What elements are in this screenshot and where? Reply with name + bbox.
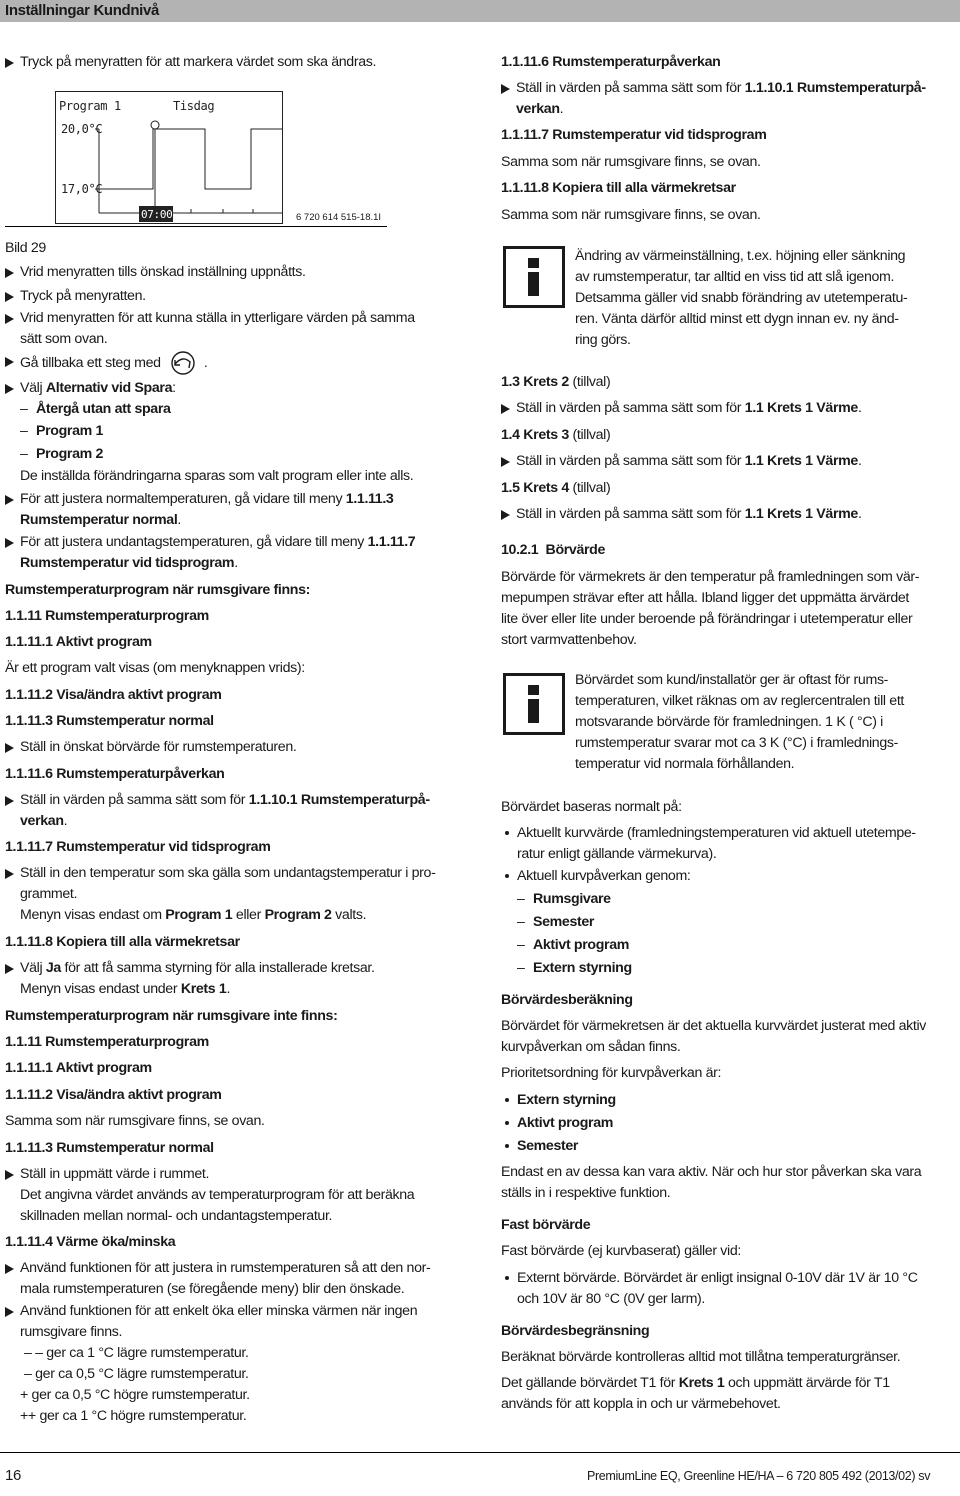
page-number: 16 — [5, 1467, 21, 1484]
step-text: Rumstemperatur normal. — [20, 512, 182, 528]
document-reference: PremiumLine EQ, Greenline HE/HA – 6 720 805 492 (2013/02) sv — [587, 1469, 931, 1483]
lcd-display-figure — [55, 91, 283, 224]
bullet-dot-icon — [505, 1121, 509, 1125]
bullet-arrow-icon — [5, 495, 14, 505]
bullet-arrow-icon — [5, 384, 14, 394]
bullet-arrow-icon — [501, 84, 510, 94]
list-dash: – — [517, 937, 525, 953]
bullet-dot-icon — [505, 831, 509, 835]
step-text: grammet. — [20, 886, 78, 902]
bullet-arrow-icon — [5, 1170, 14, 1180]
step-text: rumsgivare finns. — [20, 1324, 123, 1340]
adjust-item: – – ger ca 1 °C lägre rumstemperatur. — [24, 1345, 249, 1361]
step-text: Tryck på menyratten för att markera värdet som ska ändras. — [20, 54, 377, 70]
figure-code: 6 720 614 515-18.1I — [296, 212, 382, 223]
bullet-arrow-icon — [5, 314, 14, 324]
page-title: Inställningar Kundnivå — [5, 2, 159, 19]
step-text: mala rumstemperaturen (se föregående meny) blir den önskade. — [20, 1281, 405, 1297]
bullet-arrow-icon — [5, 1307, 14, 1317]
list-item: Externt börvärde. Börvärdet är enligt insignal 0-10V där 1V är 10 °C — [517, 1270, 918, 1286]
step-text: Ställ in värden på samma sätt som för 1.1 Krets 1 Värme. — [516, 453, 862, 469]
paragraph: Det gällande börvärdet T1 för Krets 1 och uppmätt ärvärde för T1 — [501, 1375, 890, 1391]
note-line: Börvärdet som kund/installatör ger är oftast för rums- — [575, 672, 889, 688]
step-text: Ställ in värden på samma sätt som för 1.1 Krets 1 Värme. — [516, 400, 862, 416]
bullet-dot-icon — [505, 1276, 509, 1280]
menu-heading: 1.1.11.1 Aktivt program — [5, 1060, 152, 1076]
menu-heading: 1.1.11.8 Kopiera till alla värmekretsar — [5, 934, 240, 950]
bullet-arrow-icon — [5, 538, 14, 548]
paragraph: Börvärdet baseras normalt på: — [501, 799, 682, 815]
paragraph: används för att koppla in och ur värmebehovet. — [501, 1396, 781, 1412]
step-text: Menyn visas endast om Program 1 eller Program 2 valts. — [20, 907, 367, 923]
paragraph: Prioritetsordning för kurvpåverkan är: — [501, 1065, 722, 1081]
bullet-arrow-icon — [5, 58, 14, 68]
step-text: För att justera undantagstemperaturen, gå vidare till meny 1.1.11.7 — [20, 534, 416, 550]
note-line: Ändring av värmeinställning, t.ex. höjning eller sänkning — [575, 248, 906, 264]
step-text: För att justera normaltemperaturen, gå vidare till meny 1.1.11.3 — [20, 491, 394, 507]
bullet-arrow-icon — [5, 964, 14, 974]
bullet-dot-icon — [505, 1098, 509, 1102]
menu-heading: 1.1.11.3 Rumstemperatur normal — [5, 713, 214, 729]
step-text: Ställ in önskat börvärde för rumstemperaturen. — [20, 739, 297, 755]
menu-heading: 1.4 Krets 3 (tillval) — [501, 427, 611, 443]
menu-heading: 1.1.11.6 Rumstemperaturpåverkan — [5, 766, 225, 782]
step-text: Använd funktionen för att enkelt öka eller minska värmen när ingen — [20, 1303, 418, 1319]
step-text: sätt som ovan. — [20, 331, 108, 347]
paragraph: kurvpåverkan om sådan finns. — [501, 1039, 681, 1055]
list-item: Semester — [533, 914, 595, 930]
list-dash: – — [517, 891, 525, 907]
bullet-arrow-icon — [5, 1264, 14, 1274]
step-text: Vrid menyratten tills önskad inställning uppnåtts. — [20, 264, 306, 280]
note-line: temperaturen, vilket räknas om av reglercentralen till ett — [575, 693, 905, 709]
subsection-heading: Börvärdesberäkning — [501, 992, 633, 1008]
bullet-arrow-icon — [5, 357, 14, 367]
list-item: Aktuell kurvpåverkan genom: — [517, 868, 691, 884]
note-line: ring görs. — [575, 332, 631, 348]
adjust-item: + ger ca 0,5 °C högre rumstemperatur. — [20, 1387, 250, 1403]
lcd-time: 07:00 — [141, 208, 173, 221]
adjust-item: – ger ca 0,5 °C lägre rumstemperatur. — [24, 1366, 249, 1382]
menu-heading: 1.1.11.7 Rumstemperatur vid tidsprogram — [501, 127, 767, 143]
bullet-arrow-icon — [5, 869, 14, 879]
step-text: Välj Ja för att få samma styrning för alla installerade kretsar. — [20, 960, 375, 976]
menu-heading: 1.1.11.2 Visa/ändra aktivt program — [5, 687, 222, 703]
paragraph: Endast en av dessa kan vara aktiv. När och hur stor påverkan ska vara — [501, 1164, 922, 1180]
note-line: ren. Vänta därför alltid minst ett dygn innan ev. ny änd- — [575, 311, 899, 327]
list-item: Semester — [517, 1138, 579, 1154]
step-text: Ställ in värden på samma sätt som för 1.1 Krets 1 Värme. — [516, 506, 862, 522]
step-text: verkan. — [20, 813, 68, 829]
paragraph: Fast börvärde (ej kurvbaserat) gäller vid: — [501, 1243, 741, 1259]
list-dash: – — [517, 960, 525, 976]
list-item: ratur enligt gällande värmekurva). — [517, 846, 717, 862]
lcd-day-label: Tisdag — [173, 99, 215, 113]
lcd-temp-high: 20,0°C — [61, 122, 103, 136]
step-text: Vrid menyratten för att kunna ställa in ytterligare värden på samma — [20, 310, 415, 326]
bullet-arrow-icon — [5, 743, 14, 753]
menu-heading: 1.5 Krets 4 (tillval) — [501, 480, 611, 496]
option-item: Återgå utan att spara — [36, 401, 171, 417]
option-item: Program 1 — [36, 423, 104, 439]
subsection-heading: Fast börvärde — [501, 1217, 591, 1233]
menu-heading: 1.3 Krets 2 (tillval) — [501, 374, 611, 390]
paragraph: De inställda förändringarna sparas som valt program eller inte alls. — [20, 468, 414, 484]
list-item: Aktuellt kurvvärde (framledningstemperaturen vid aktuell utetempe- — [517, 825, 916, 841]
bullet-arrow-icon — [5, 268, 14, 278]
list-item: Extern styrning — [533, 960, 632, 976]
paragraph: Beräknat börvärde kontrolleras alltid mot tillåtna temperaturgränser. — [501, 1349, 901, 1365]
step-text: Ställ in värden på samma sätt som för 1.1.10.1 Rumstemperaturpå- — [516, 80, 926, 96]
bullet-arrow-icon — [501, 457, 510, 467]
paragraph: Samma som när rumsgivare finns, se ovan. — [501, 154, 761, 170]
menu-heading: 1.1.11.4 Värme öka/minska — [5, 1234, 176, 1250]
note-line: rumstemperatur svarar mot ca 3 K (°C) i framlednings- — [575, 735, 898, 751]
paragraph: lite över eller lite under beroende på förändringar i utetemperatur eller — [501, 611, 913, 627]
adjust-item: ++ ger ca 1 °C högre rumstemperatur. — [20, 1408, 247, 1424]
section-heading: Rumstemperaturprogram när rumsgivare inte finns: — [5, 1008, 338, 1024]
step-text: Ställ in den temperatur som ska gälla som undantagstemperatur i pro- — [20, 865, 436, 881]
step-text: Rumstemperatur vid tidsprogram. — [20, 555, 238, 571]
step-text: Gå tillbaka ett steg med . — [20, 351, 207, 375]
paragraph: ställs in i respektive funktion. — [501, 1185, 671, 1201]
page-header — [0, 0, 960, 22]
lcd-program-label: Program 1 — [59, 99, 121, 113]
info-icon — [503, 673, 565, 735]
list-item: Aktivt program — [517, 1115, 614, 1131]
note-line: motsvarande börvärde för framledningen. 1 K ( °C) i — [575, 714, 883, 730]
step-text: verkan. — [516, 101, 564, 117]
list-item: och 10V är 80 °C (0V ger larm). — [517, 1291, 706, 1307]
bullet-arrow-icon — [501, 510, 510, 520]
step-text: Tryck på menyratten. — [20, 288, 146, 304]
bullet-dot-icon — [505, 874, 509, 878]
menu-heading: 1.1.11.3 Rumstemperatur normal — [5, 1140, 214, 1156]
menu-heading: 1.1.11.7 Rumstemperatur vid tidsprogram — [5, 839, 271, 855]
step-text: Välj Alternativ vid Spara: — [20, 380, 176, 396]
figure-rule — [5, 226, 387, 227]
paragraph: Är ett program valt visas (om menyknappen vrids): — [5, 660, 305, 676]
figure-caption: Bild 29 — [5, 240, 46, 256]
bullet-arrow-icon — [5, 796, 14, 806]
footer-rule — [0, 1452, 960, 1453]
paragraph: Det angivna värdet används av temperaturprogram för att beräkna — [20, 1187, 415, 1203]
list-item: Aktivt program — [533, 937, 630, 953]
list-dash: – — [517, 914, 525, 930]
subsection-heading: Börvärdesbegränsning — [501, 1323, 650, 1339]
paragraph: stort varmvattenbehov. — [501, 632, 637, 648]
lcd-temp-low: 17,0°C — [61, 182, 103, 196]
option-dash: – — [20, 446, 28, 462]
bullet-dot-icon — [505, 1144, 509, 1148]
option-dash: – — [20, 423, 28, 439]
paragraph: skillnaden mellan normal- och undantagstemperatur. — [20, 1208, 333, 1224]
paragraph: Samma som när rumsgivare finns, se ovan. — [501, 207, 761, 223]
step-text: Använd funktionen för att justera in rumstemperaturen så att den nor- — [20, 1260, 431, 1276]
menu-heading: 1.1.11.8 Kopiera till alla värmekretsar — [501, 180, 736, 196]
paragraph: mepumpen strävar efter att hålla. Ibland ligger det uppmätta ärvärdet — [501, 590, 910, 606]
step-text: Menyn visas endast under Krets 1. — [20, 981, 231, 997]
bullet-arrow-icon — [5, 292, 14, 302]
bullet-arrow-icon — [501, 404, 510, 414]
menu-heading: 1.1.11.2 Visa/ändra aktivt program — [5, 1087, 222, 1103]
menu-heading: 1.1.11.6 Rumstemperaturpåverkan — [501, 54, 721, 70]
back-button-icon — [166, 351, 200, 375]
step-text: Ställ in värden på samma sätt som för 1.1.10.1 Rumstemperaturpå- — [20, 792, 430, 808]
option-item: Program 2 — [36, 446, 104, 462]
menu-heading: 1.1.11.1 Aktivt program — [5, 634, 152, 650]
list-item: Extern styrning — [517, 1092, 616, 1108]
list-item: Rumsgivare — [533, 891, 611, 907]
info-icon — [503, 246, 565, 308]
paragraph: Samma som när rumsgivare finns, se ovan. — [5, 1113, 265, 1129]
note-line: av rumstemperatur, tar alltid en viss tid att slå igenom. — [575, 269, 895, 285]
menu-heading: 1.1.11 Rumstemperaturprogram — [5, 1034, 209, 1050]
note-line: temperatur vid normala förhållanden. — [575, 756, 795, 772]
paragraph: Börvärdet för värmekretsen är det aktuella kurvvärdet justerat med aktiv — [501, 1018, 927, 1034]
note-line: Detsamma gäller vid snabb förändring av utetemperatu- — [575, 290, 908, 306]
step-text: Ställ in uppmätt värde i rummet. — [20, 1166, 210, 1182]
paragraph: Börvärde för värmekrets är den temperatur på framledningen som vär- — [501, 569, 920, 585]
menu-heading: 1.1.11 Rumstemperaturprogram — [5, 608, 209, 624]
section-heading: 10.2.1 Börvärde — [501, 542, 606, 558]
option-dash: – — [20, 401, 28, 417]
section-heading: Rumstemperaturprogram när rumsgivare finns: — [5, 582, 311, 598]
